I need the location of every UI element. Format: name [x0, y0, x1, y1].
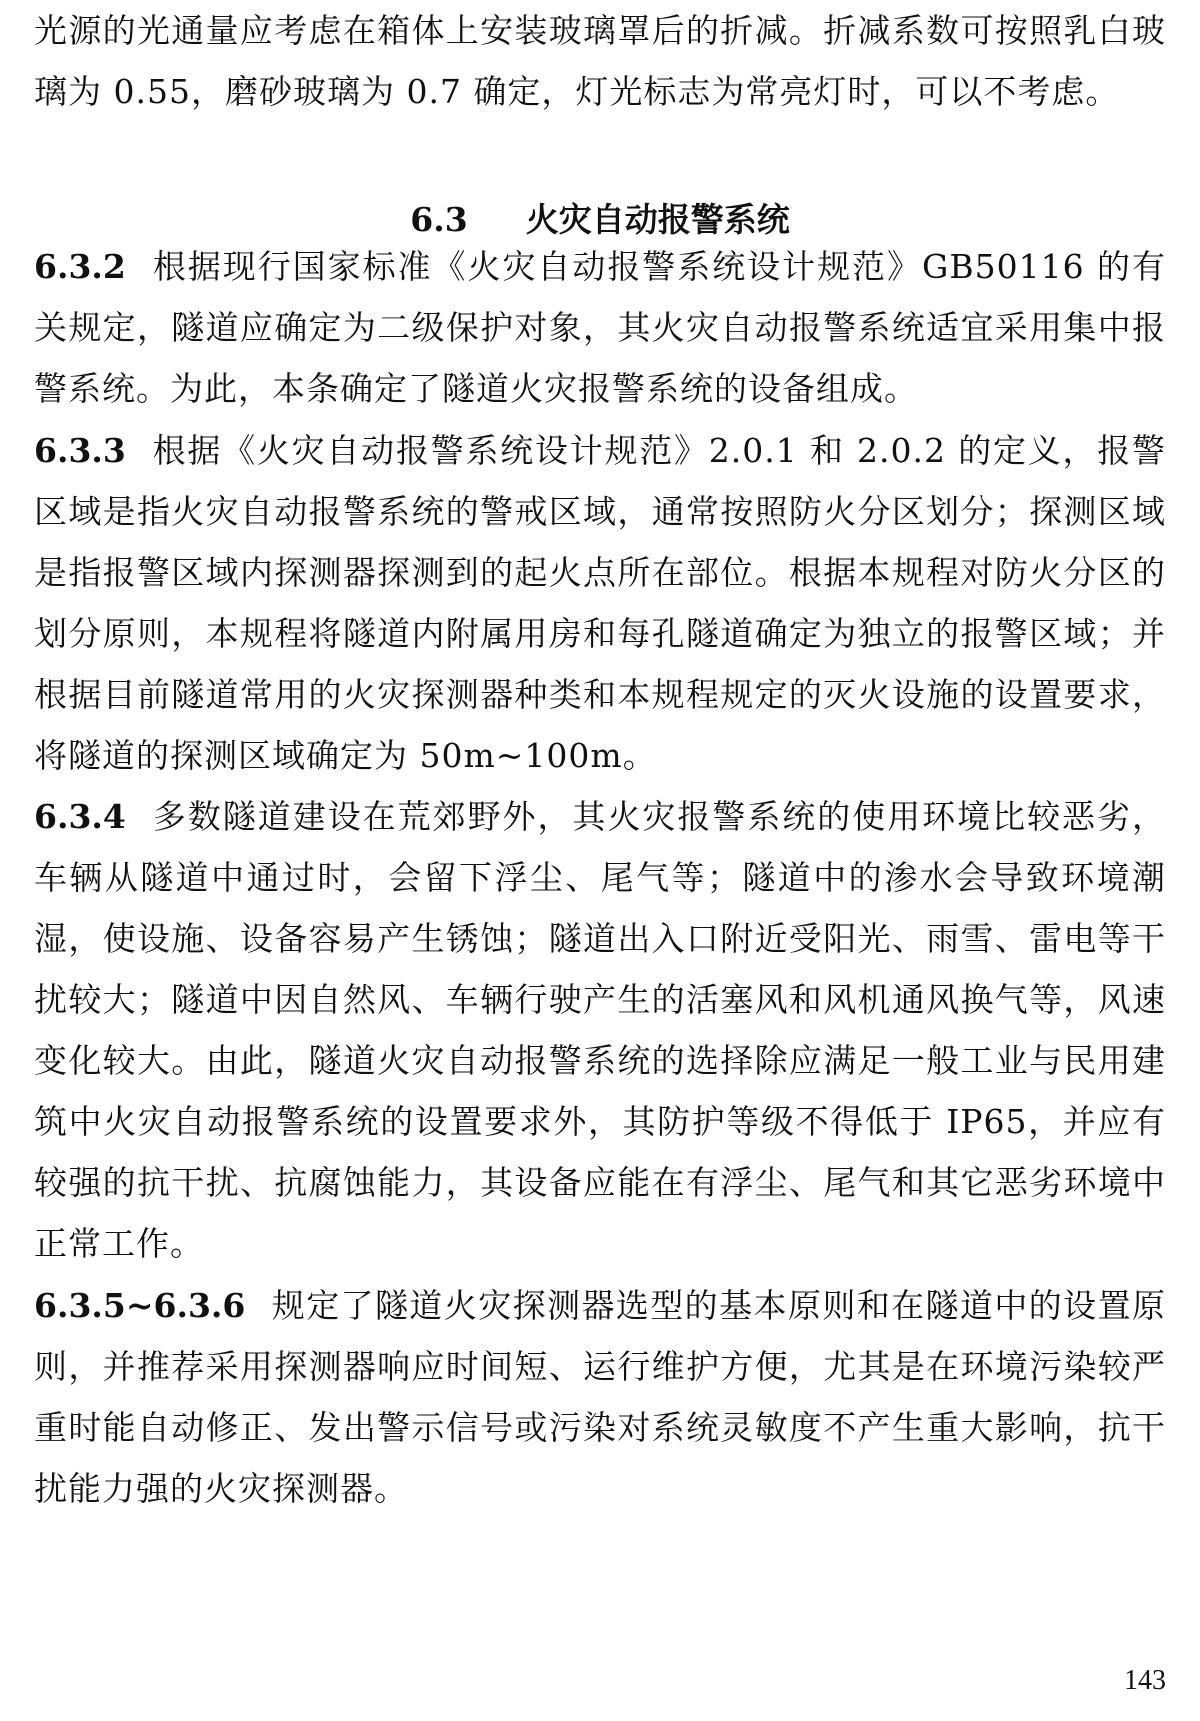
clause-paragraph — [34, 420, 1166, 786]
clause-text: 规定了隧道火灾探测器选型的基本原则和在隧道中的设置原则，并推荐采用探测器响应时间短、运行维护方便，尤其是在环境污染较严重时能自动修正、发出警示信号或污染对系统灵敏度不产生重大影响，抗干扰能力强的火灾探测器。 — [34, 1286, 1166, 1508]
clause-number: 6.3.3 — [34, 431, 126, 470]
clause-paragraph — [34, 236, 1166, 419]
clause-number: 6.3.5~6.3.6 — [34, 1286, 246, 1325]
intro-text: 光源的光通量应考虑在箱体上安装玻璃罩后的折减。折减系数可按照乳白玻璃为 0.55，磨砂玻璃为 0.7 确定，灯光标志为常亮灯时，可以不考虑。 — [34, 11, 1166, 111]
clause-number: 6.3.2 — [34, 247, 126, 286]
clause-paragraph — [34, 786, 1166, 1274]
clause-text: 根据现行国家标准《火灾自动报警系统设计规范》GB50116 的有关规定，隧道应确定为二级保护对象，其火灾自动报警系统适宜采用集中报警系统。为此，本条确定了隧道火灾报警系统的设备组成。 — [34, 247, 1166, 408]
clause-text: 多数隧道建设在荒郊野外，其火灾报警系统的使用环境比较恶劣，车辆从隧道中通过时，会留下浮尘、尾气等；隧道中的渗水会导致环境潮湿，使设施、设备容易产生锈蚀；隧道出入口附近受阳光、雨雪、雷电等干扰较大；隧道中因自然风、车辆行驶产生的活塞风和风机通风换气等，风速变化较大。由此，隧道火灾自动报警系统的选择除应满足一般工业与民用建筑中火灾自动报警系统的设置要求外，其防护等级不得低于 IP65，并应有较强的抗干扰、抗腐蚀能力，其设备应能在有浮尘、尾气和其它恶劣环境中正常工作。 — [34, 797, 1166, 1263]
section-number: 6.3 — [410, 200, 468, 239]
clause-number: 6.3.4 — [34, 797, 126, 836]
intro-paragraph — [34, 0, 1166, 122]
clause-paragraph — [34, 1275, 1166, 1519]
section-title: 火灾自动报警系统 — [525, 200, 790, 239]
clause-text: 根据《火灾自动报警系统设计规范》2.0.1 和 2.0.2 的定义，报警区域是指火灾自动报警系统的警戒区域，通常按照防火分区划分；探测区域是指报警区域内探测器探测到的起火点所在部位。根据本规程对防火分区的划分原则，本规程将隧道内附属用房和每孔隧道确定为独立的报警区域；并根据目前隧道常用的火灾探测器种类和本规程规定的灭火设施的设置要求，将隧道的探测区域确定为 50m~100m。 — [34, 431, 1166, 775]
page-number: 143 — [1124, 1665, 1166, 1696]
